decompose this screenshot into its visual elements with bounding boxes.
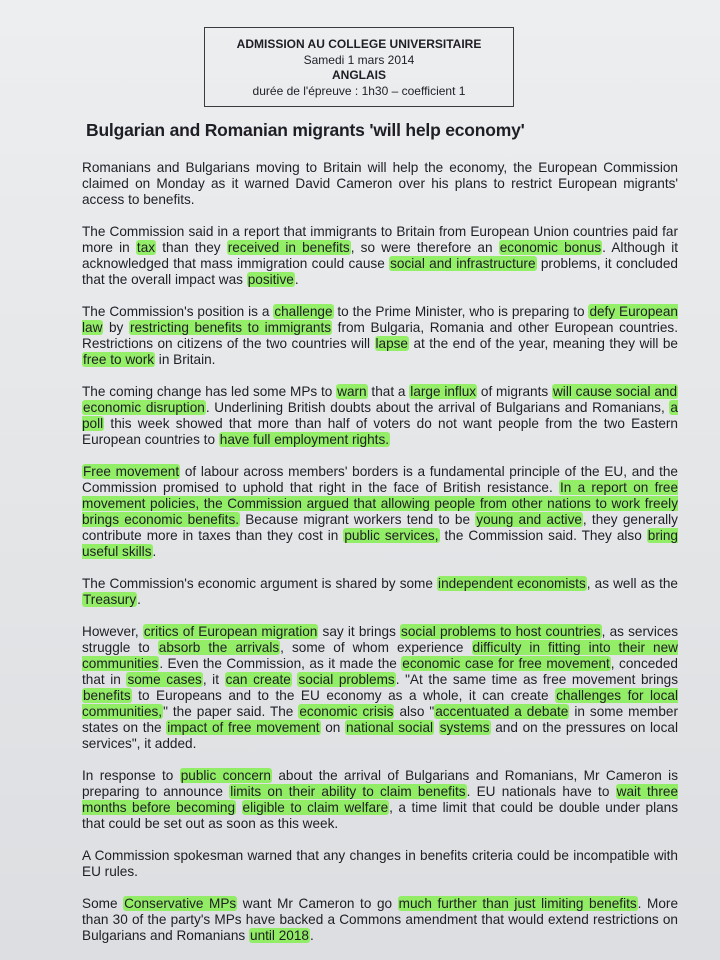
highlighted-phrase: economic crisis: [299, 704, 394, 719]
highlighted-phrase: limits on their ability to claim benefits: [230, 784, 466, 799]
highlighted-phrase: systems: [439, 720, 490, 735]
highlighted-phrase: public concern: [180, 768, 271, 783]
header-line-subject: ANGLAIS: [332, 68, 386, 82]
article-paragraph-9: A Commission spokesman warned that any changes in benefits criteria could be incompatible with EU rules.: [82, 848, 678, 879]
highlighted-phrase: bring useful skills: [82, 528, 678, 559]
highlighted-phrase: some cases: [127, 672, 202, 687]
highlighted-phrase: impact of free movement: [167, 720, 320, 735]
article-paragraph-2: The Commission said in a report that immigrants to Britain from European Union countries paid far more in tax than they received in benefits, so were therefore an economic bonus. Although it acknowledged that mass immigration could cause social and infrastructure problems, it concluded that the overall impact was positive.: [82, 224, 679, 287]
highlighted-phrase: tax: [136, 240, 156, 255]
highlighted-phrase: social problems to host countries: [401, 624, 601, 639]
article-paragraph-6: The Commission's economic argument is shared by some independent economists, as well as the Treasury.: [82, 576, 678, 607]
highlighted-phrase: Free movement: [83, 464, 180, 479]
exam-header-box: [204, 27, 514, 107]
article-body: [82, 160, 678, 960]
highlighted-phrase: In a report on free movement policies, the Commission argued that allowing people from other nations to work freely brings economic benefits.: [82, 480, 679, 527]
highlighted-phrase: Conservative MPs: [124, 896, 237, 911]
highlighted-phrase: public services,: [344, 528, 439, 543]
highlighted-phrase: positive: [247, 272, 294, 287]
highlighted-phrase: large influx: [410, 384, 477, 399]
highlighted-phrase: until 2018: [250, 928, 309, 943]
highlighted-phrase: warn: [337, 384, 367, 399]
highlighted-phrase: wait three months before becoming: [82, 784, 679, 815]
article-paragraph-4: The coming change has led some MPs to warn that a large influx of migrants will cause social and economic disruption. Underlining British doubts about the arrival of Bulgarians and Romanians, a poll this week showed that more than half of voters do not want people from the two Eastern European countries to have full employment rights.: [82, 384, 678, 447]
highlighted-phrase: can create: [225, 672, 291, 687]
highlighted-phrase: social and infrastructure: [390, 256, 536, 271]
highlighted-phrase: economic bonus: [499, 240, 602, 255]
highlighted-phrase: absorb the arrivals: [158, 640, 280, 655]
article-paragraph-5: Free movement of labour across members' borders is a fundamental principle of the EU, and the Commission promised to uphold that right in the face of British resistance. In a report on free movement policies, the Commission argued that allowing people from other nations to work freely brings economic benefits. Because migrant workers tend to be young and active, they generally contribute more in taxes than they cost in public services, the Commission said. They also bring useful skills.: [82, 464, 679, 559]
highlighted-phrase: critics of European migration: [143, 624, 318, 639]
article-title: Bulgarian and Romanian migrants 'will help economy': [86, 120, 525, 140]
highlighted-phrase: free to work: [83, 352, 155, 367]
highlighted-phrase: young and active: [476, 512, 582, 527]
article-paragraph-10: Some Conservative MPs want Mr Cameron to go much further than just limiting benefits. More than 30 of the party's MPs have backed a Commons amendment that would extend restrictions on Bulgarians and Romanians until 2018.: [82, 896, 679, 943]
highlighted-phrase: social problems: [298, 672, 395, 687]
header-line-admission: ADMISSION AU COLLEGE UNIVERSITAIRE: [236, 37, 482, 51]
highlighted-phrase: economic disruption: [83, 400, 205, 415]
highlighted-phrase: economic case for free movement: [402, 656, 610, 671]
highlighted-phrase: benefits: [83, 688, 131, 703]
highlighted-phrase: will cause social and: [552, 384, 678, 399]
header-line-date: Samedi 1 mars 2014: [303, 52, 415, 67]
highlighted-phrase: have full employment rights.: [219, 432, 390, 447]
article-paragraph-7: However, critics of European migration say it brings social problems to host countries, as services struggle to absorb the arrivals, some of whom experience difficulty in fitting into their new communities. Even the Commission, as it made the economic case for free movement, conceded that in some cases, it can create social problems. "At the same time as free movement brings benefits to Europeans and to the EU economy as a whole, it can create challenges for local communities," the paper said. The economic crisis also "accentuated a debate in some member states on the impact of free movement on national social systems and on the pressures on local services", it added.: [82, 624, 679, 751]
highlighted-phrase: much further than just limiting benefits: [398, 896, 637, 911]
highlighted-phrase: lapse: [375, 336, 408, 351]
highlighted-phrase: challenge: [274, 304, 333, 319]
highlighted-phrase: accentuated a debate: [435, 704, 569, 719]
highlighted-phrase: Treasury: [83, 592, 137, 607]
highlighted-phrase: restricting benefits to immigrants: [129, 320, 332, 335]
highlighted-phrase: a poll: [82, 400, 678, 431]
highlighted-phrase: received in benefits: [227, 240, 350, 255]
highlighted-phrase: challenges for local communities,: [82, 688, 678, 719]
highlighted-phrase: defy European law: [82, 304, 678, 335]
article-paragraph-1: Romanians and Bulgarians moving to Britain will help the economy, the European Commission claimed on Monday as it warned David Cameron over his plans to restrict European migrants' access to benefits.: [82, 160, 678, 207]
header-line-duration: durée de l'épreuve : 1h30 – coefficient 1: [252, 83, 466, 98]
article-paragraph-8: In response to public concern about the arrival of Bulgarians and Romanians, Mr Cameron is preparing to announce limits on their ability to claim benefits. EU nationals have to wait three months before becoming eligible to claim welfare, a time limit that could be double under plans that could be set out as soon as this week.: [82, 768, 679, 831]
highlighted-phrase: national social: [345, 720, 434, 735]
highlighted-phrase: difficulty in fitting into their new communities: [82, 640, 678, 671]
article-paragraph-3: The Commission's position is a challenge to the Prime Minister, who is preparing to defy European law by restricting benefits to immigrants from Bulgaria, Romania and other European countries. Restrictions on citizens of the two countries will lapse at the end of the year, meaning they will be free to work in Britain.: [82, 304, 679, 367]
highlighted-phrase: independent economists: [438, 576, 586, 591]
highlighted-phrase: eligible to claim welfare: [242, 800, 389, 815]
